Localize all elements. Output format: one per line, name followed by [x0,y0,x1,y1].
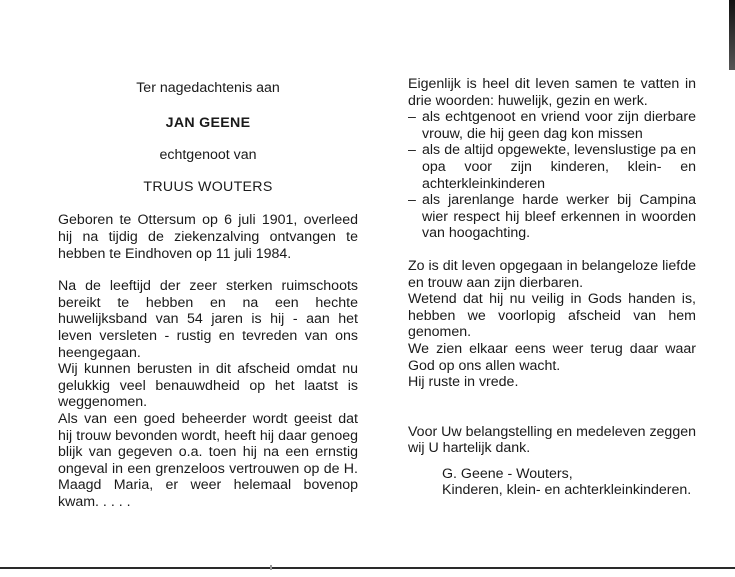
summary-intro: Eigenlijk is heel dit leven samen te vatten in drie woorden: huwelijk, gezin en werk. [408,76,696,109]
list-item [408,142,696,192]
love-paragraph: Zo is dit leven opgegaan in belangeloze liefde en trouw aan zijn dierbaren. [408,257,696,291]
card-bottom-edge [0,567,735,569]
signature-name: G. Geene - Wouters, [442,465,573,482]
left-column [58,76,358,510]
list-item-text: als echtgenoot en vriend voor zijn dierbare vrouw, die hij geen dag kon missen [422,109,696,142]
dash-bullet: – [408,109,416,126]
rest-in-peace: Hij ruste in vrede. [408,374,519,391]
list-item [408,109,696,142]
right-column [408,76,696,499]
farewell-paragraph: Wij kunnen berusten in dit afscheid omdat nu gelukkig veel benauwdheid op het laatst is weggenomen. [58,361,358,411]
spouse-name: TRUUS WOUTERS [143,178,273,195]
memorial-heading: Ter nagedachtenis aan [136,80,280,96]
dash-bullet: – [408,192,416,209]
reunion-paragraph: We zien elkaar eens weer terug daar waar God op ons allen wacht. [408,340,696,374]
card-right-edge [729,0,735,70]
deceased-name: JAN GEENE [165,114,251,131]
signature-family: Kinderen, klein- en achterkleinkinderen. [442,482,692,499]
gods-hands-paragraph: Wetend dat hij nu veilig in Gods handen is, hebben we voorlopig afscheid van hem genomen. [408,291,696,341]
list-item-text: als jarenlange harde werker bij Campina wier respect hij bleef erkennen in woorden van hoogachting. [422,192,696,242]
faith-paragraph: Als van een goed beheerder wordt geeist dat hij trouw bevonden wordt, heeft hij daar genoeg blijk van gegeven o.a. toen hij na een ernstig ongeval in een grenzeloos vertrouwen op de H. Maagd Maria, er weer helemaal bovenop kwam. . . . . [58,410,358,510]
list-item [408,192,696,242]
fold-mark [270,565,272,570]
birth-death-paragraph: Geboren te Ottersum op 6 juli 1901, overleed hij na tijdig de ziekenzalving ontvangen te hebben te Eindhoven op 11 juli 1984. [58,212,358,262]
thanks-paragraph: Voor Uw belangstelling en medeleven zeggen wij U hartelijk dank. [408,423,696,457]
list-item-text: als de altijd opgewekte, levenslustige pa en opa voor zijn kinderen, klein- en achterkleinkinderen [422,142,696,192]
spouse-heading: echtgenoot van [159,147,257,164]
dash-bullet: – [408,142,416,159]
life-paragraph: Na de leeftijd der zeer sterken ruimschoots bereikt te hebben en na een hechte huwelijksband van 54 jaren is hij - aan het leven versleten - rustig en tevreden van ons heengegaan. [58,278,358,361]
